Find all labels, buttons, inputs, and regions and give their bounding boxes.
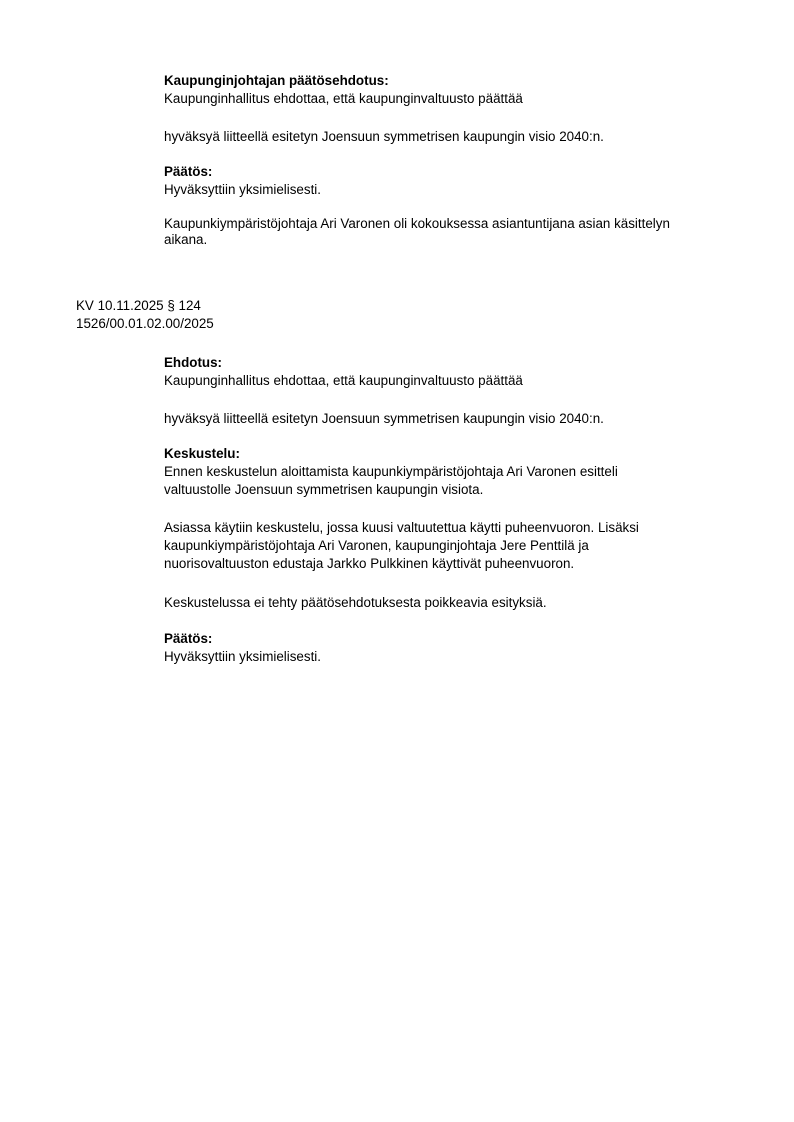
mayor-proposal-heading: Kaupunginjohtajan päätösehdotus: bbox=[164, 73, 389, 88]
meeting-reference: KV 10.11.2025 § 124 bbox=[76, 298, 201, 313]
discussion-p2-line3: nuorisovaltuuston edustaja Jarkko Pulkkinen käyttivät puheenvuoron. bbox=[164, 556, 575, 571]
decision-text: Hyväksyttiin yksimielisesti. bbox=[164, 182, 321, 197]
expert-note-line2: aikana. bbox=[164, 232, 208, 247]
discussion-p2-line1: Asiassa käytiin keskustelu, jossa kuusi valtuutettua käytti puheenvuoron. Lisäksi bbox=[164, 520, 639, 535]
mayor-proposal-text: hyväksyä liitteellä esitetyn Joensuun symmetrisen kaupungin visio 2040:n. bbox=[164, 129, 604, 144]
discussion-heading: Keskustelu: bbox=[164, 446, 240, 461]
discussion-p3: Keskustelussa ei tehty päätösehdotuksesta poikkeavia esityksiä. bbox=[164, 595, 547, 610]
decision-heading-2: Päätös: bbox=[164, 631, 213, 646]
section-proposal bbox=[164, 354, 724, 390]
section1-decision bbox=[164, 163, 724, 199]
case-number: 1526/00.01.02.00/2025 bbox=[76, 316, 214, 331]
expert-note-line1: Kaupunkiympäristöjohtaja Ari Varonen oli kokouksessa asiantuntijana asian käsittelyn bbox=[164, 216, 670, 231]
proposal-text-block bbox=[164, 410, 724, 428]
discussion-paragraph-3 bbox=[164, 594, 724, 612]
proposal-intro: Kaupunginhallitus ehdottaa, että kaupunginvaltuusto päättää bbox=[164, 373, 523, 388]
mayor-proposal-intro: Kaupunginhallitus ehdottaa, että kaupunginvaltuusto päättää bbox=[164, 91, 523, 106]
case-reference bbox=[76, 297, 214, 333]
section-discussion bbox=[164, 445, 724, 499]
proposal-heading: Ehdotus: bbox=[164, 355, 223, 370]
section1-note bbox=[164, 215, 724, 249]
section2-decision bbox=[164, 630, 724, 666]
decision-heading: Päätös: bbox=[164, 164, 213, 179]
mayor-proposal-text-block bbox=[164, 128, 724, 146]
discussion-p1-line2: valtuustolle Joensuun symmetrisen kaupungin visiota. bbox=[164, 482, 484, 497]
discussion-p2-line2: kaupunkiympäristöjohtaja Ari Varonen, kaupunginjohtaja Jere Penttilä ja bbox=[164, 538, 589, 553]
proposal-text: hyväksyä liitteellä esitetyn Joensuun symmetrisen kaupungin visio 2040:n. bbox=[164, 411, 604, 426]
discussion-p1-line1: Ennen keskustelun aloittamista kaupunkiympäristöjohtaja Ari Varonen esitteli bbox=[164, 464, 618, 479]
decision-text-2: Hyväksyttiin yksimielisesti. bbox=[164, 649, 321, 664]
section-mayor-proposal bbox=[164, 72, 724, 108]
discussion-paragraph-2 bbox=[164, 519, 724, 573]
